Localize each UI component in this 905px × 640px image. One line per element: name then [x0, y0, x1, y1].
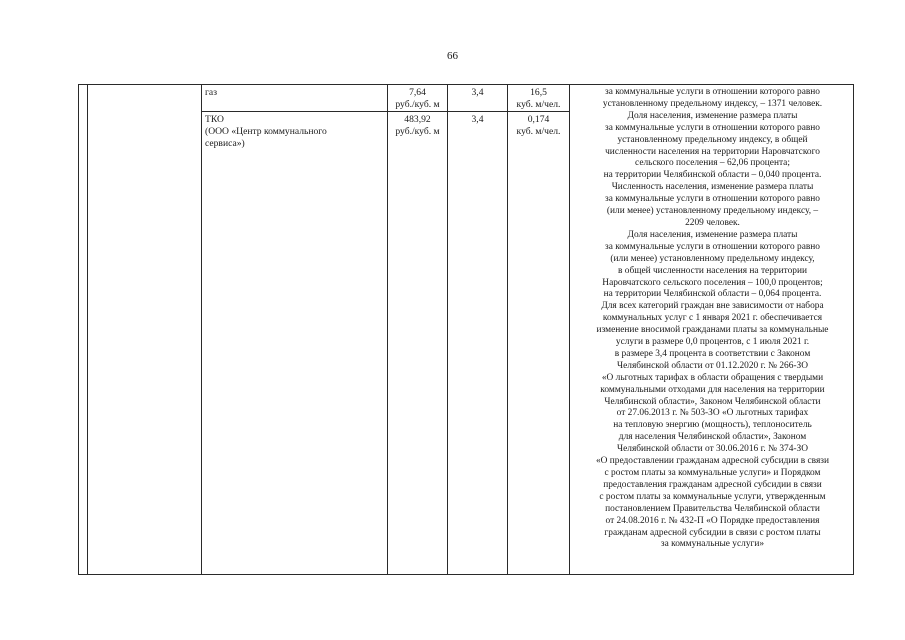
tariff-gas: 7,64 руб./куб. м — [395, 87, 440, 110]
norm-tko: 0,174 куб. м/чел. — [516, 114, 561, 137]
column-divider — [569, 85, 570, 574]
tariff-table — [78, 84, 854, 575]
column-divider — [201, 85, 202, 574]
norm-gas: 16,5 куб. м/чел. — [516, 87, 561, 110]
service-name-gas: газ — [205, 87, 217, 98]
column-divider — [507, 85, 508, 574]
service-name-tko: ТКО (ООО «Центр коммунального сервиса») — [205, 114, 327, 149]
column-divider — [447, 85, 448, 574]
row-divider — [201, 111, 570, 112]
column-divider — [387, 85, 388, 574]
notes-paragraph: за коммунальные услуги в отношении которого равно установленному предельному индексу, – 1371 человек. Доля населения, изменение размера платы за коммунальные услуги в отношении которого равно установленному предельному индексу, в общей численности населения на территории Наровчатского сельского поселения – 62,06 процента; на территории Челябинской области – 0,040 процента. Численность населения, изменение размера платы за коммунальные услуги в отношении которого равно (или менее) установленному предельному индексу, – 2209 человек. Доля населения, изменение размера платы за коммунальные услуги в отношении которого равно (или менее) установленному предельному индексу, в общей численности населения на территории Наровчатского сельского поселения – 100,0 процентов; на территории Челябинской области – 0,064 процента. Для всех категорий граждан вне зависимости от набора коммунальных услуг с 1 января 2021 г. обеспечивается изменение вносимой гражданами платы за коммунальные услуги в размере 0,0 процентов, с 1 июля 2021 г. в размере 3,4 процента в соответствии с Законом Челябинской области от 01.12.2020 г. № 266-ЗО «О льготных тарифах в области обращения с твердыми коммунальными отходами для населения на территории Челябинской области», Законом Челябинской области от 27.06.2013 г. № 503-ЗО «О льготных тарифах на тепловую энергию (мощность), теплоноситель для населения Челябинской области», Законом Челябинской области от 30.06.2016 г. № 374-ЗО «О предоставлении гражданам адресной субсидии в связи с ростом платы за коммунальные услуги» и Порядком предоставления гражданам адресной субсидии в связи с ростом платы за коммунальные услуги, утвержденным постановлением Правительства Челябинской области от 24.08.2016 г. № 432-П «О Порядке предоставления гражданам адресной субсидии в связи с ростом платы за коммунальные услуги» — [595, 87, 830, 550]
increase-gas: 3,4 — [471, 87, 484, 98]
page-number: 66 — [447, 50, 458, 62]
increase-tko: 3,4 — [471, 114, 484, 125]
tariff-tko: 483,92 руб./куб. м — [395, 114, 440, 137]
column-divider — [87, 85, 88, 574]
